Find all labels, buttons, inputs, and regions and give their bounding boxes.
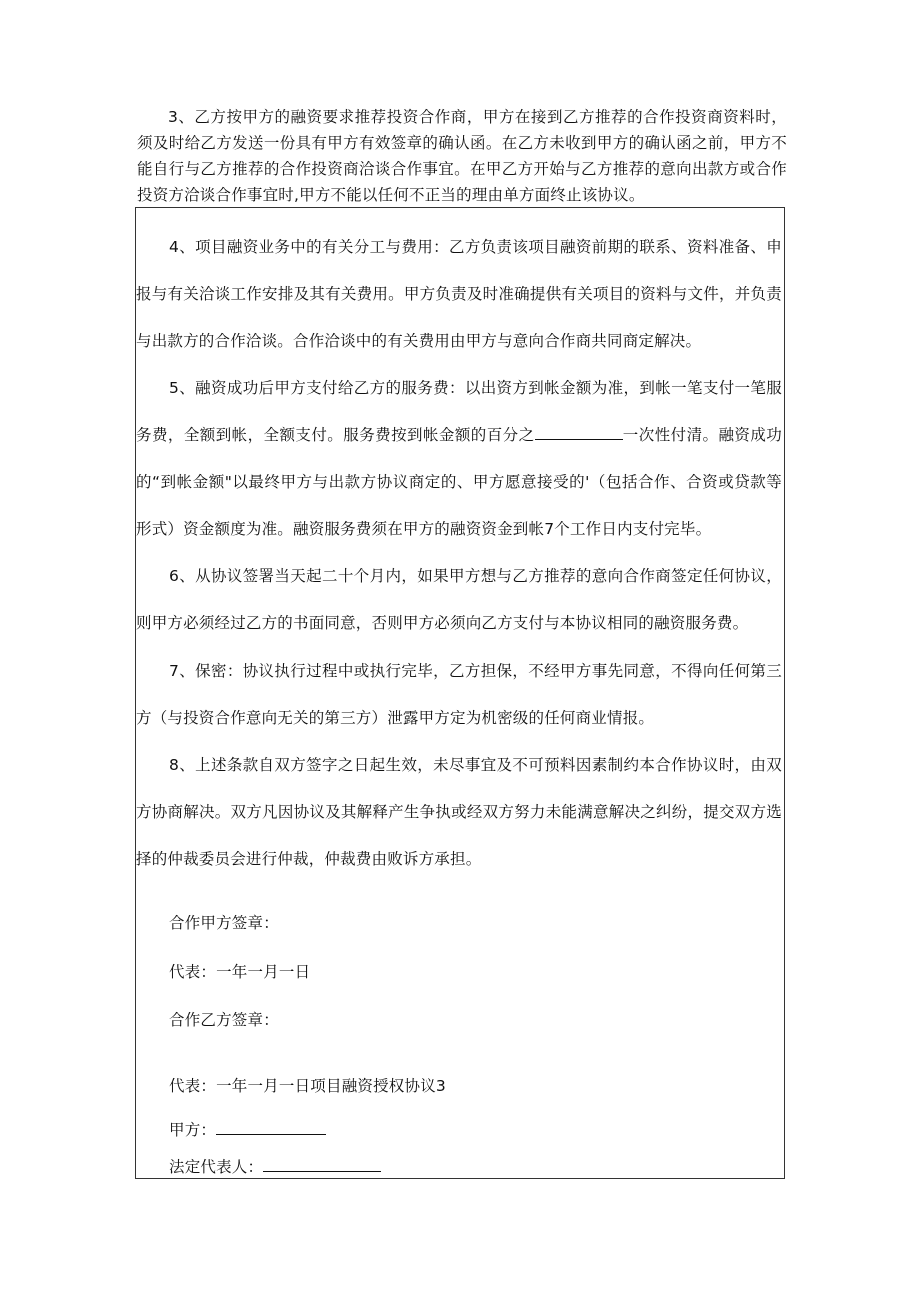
party-a-signature-label: 合作甲方签章： bbox=[169, 914, 279, 932]
clause-5-text-before: 5、融资成功后甲方支付给乙方的服务费：以出资方到帐金额为准，到帐一笔支付一笔服务费，全额到帐，全额支付。服务费按到帐金额的百分之 bbox=[136, 379, 782, 444]
party-b-representative-date: 代表：一年一月一日项目融资授权协议3 bbox=[169, 1077, 446, 1095]
clause-3-paragraph: 3、乙方按甲方的融资要求推荐投资合作商，甲方在接到乙方推荐的合作投资商资料时，须及时给乙方发送一份具有甲方有效签章的确认函。在乙方未收到甲方的确认函之前，甲方不能自行与乙方推荐的合作投资商洽谈合作事宜。在甲乙方开始与乙方推荐的意向出款方或合作投资方洽谈合作事宜时,甲方不能以任何不正当的理由单方面终止该协议。 bbox=[137, 108, 787, 204]
legal-representative-blank bbox=[263, 1154, 381, 1172]
clause-5-paragraph bbox=[136, 365, 786, 553]
party-a-blank bbox=[216, 1117, 326, 1135]
agreement-box bbox=[135, 207, 785, 1179]
clause-7-paragraph: 7、保密：协议执行过程中或执行完毕，乙方担保，不经甲方事先同意，不得向任何第三方（与投资合作意向无关的第三方）泄露甲方定为机密级的任何商业情报。 bbox=[136, 662, 782, 727]
party-a-label: 甲方： bbox=[169, 1121, 217, 1139]
clause-5-text-after: 一次性付清。融资成功的“到帐金额"以最终甲方与出款方协议商定的、甲方愿意接受的'（包括合作、合资或贷款等形式）资金额度为准。融资服务费须在甲方的融资资金到帐7个工作日内支付完毕。 bbox=[136, 426, 782, 538]
party-a-representative-date: 代表：一年一月一日 bbox=[169, 963, 311, 981]
clause-4-paragraph: 4、项目融资业务中的有关分工与费用：乙方负责该项目融资前期的联系、资料准备、申报与有关洽谈工作安排及其有关费用。甲方负责及时准确提供有关项目的资料与文件，并负责与出款方的合作洽谈。合作洽谈中的有关费用由甲方与意向合作商共同商定解决。 bbox=[136, 238, 782, 350]
party-a-field bbox=[169, 1117, 326, 1142]
clause-8-paragraph: 8、上述条款自双方签字之日起生效，未尽事宜及不可预料因素制约本合作协议时，由双方协商解决。双方凡因协议及其解释产生争执或经双方努力未能满意解决之纠纷，提交双方选择的仲裁委员会进行仲裁，仲裁费由败诉方承担。 bbox=[136, 756, 782, 868]
party-b-signature-label: 合作乙方签章： bbox=[169, 1011, 279, 1029]
legal-representative-label: 法定代表人： bbox=[169, 1158, 264, 1176]
service-fee-percent-blank bbox=[535, 422, 623, 440]
clause-6-paragraph: 6、从协议签署当天起二十个月内，如果甲方想与乙方推荐的意向合作商签定任何协议，则甲方必须经过乙方的书面同意，否则甲方必须向乙方支付与本协议相同的融资服务费。 bbox=[136, 567, 782, 632]
legal-representative-field bbox=[169, 1154, 381, 1179]
